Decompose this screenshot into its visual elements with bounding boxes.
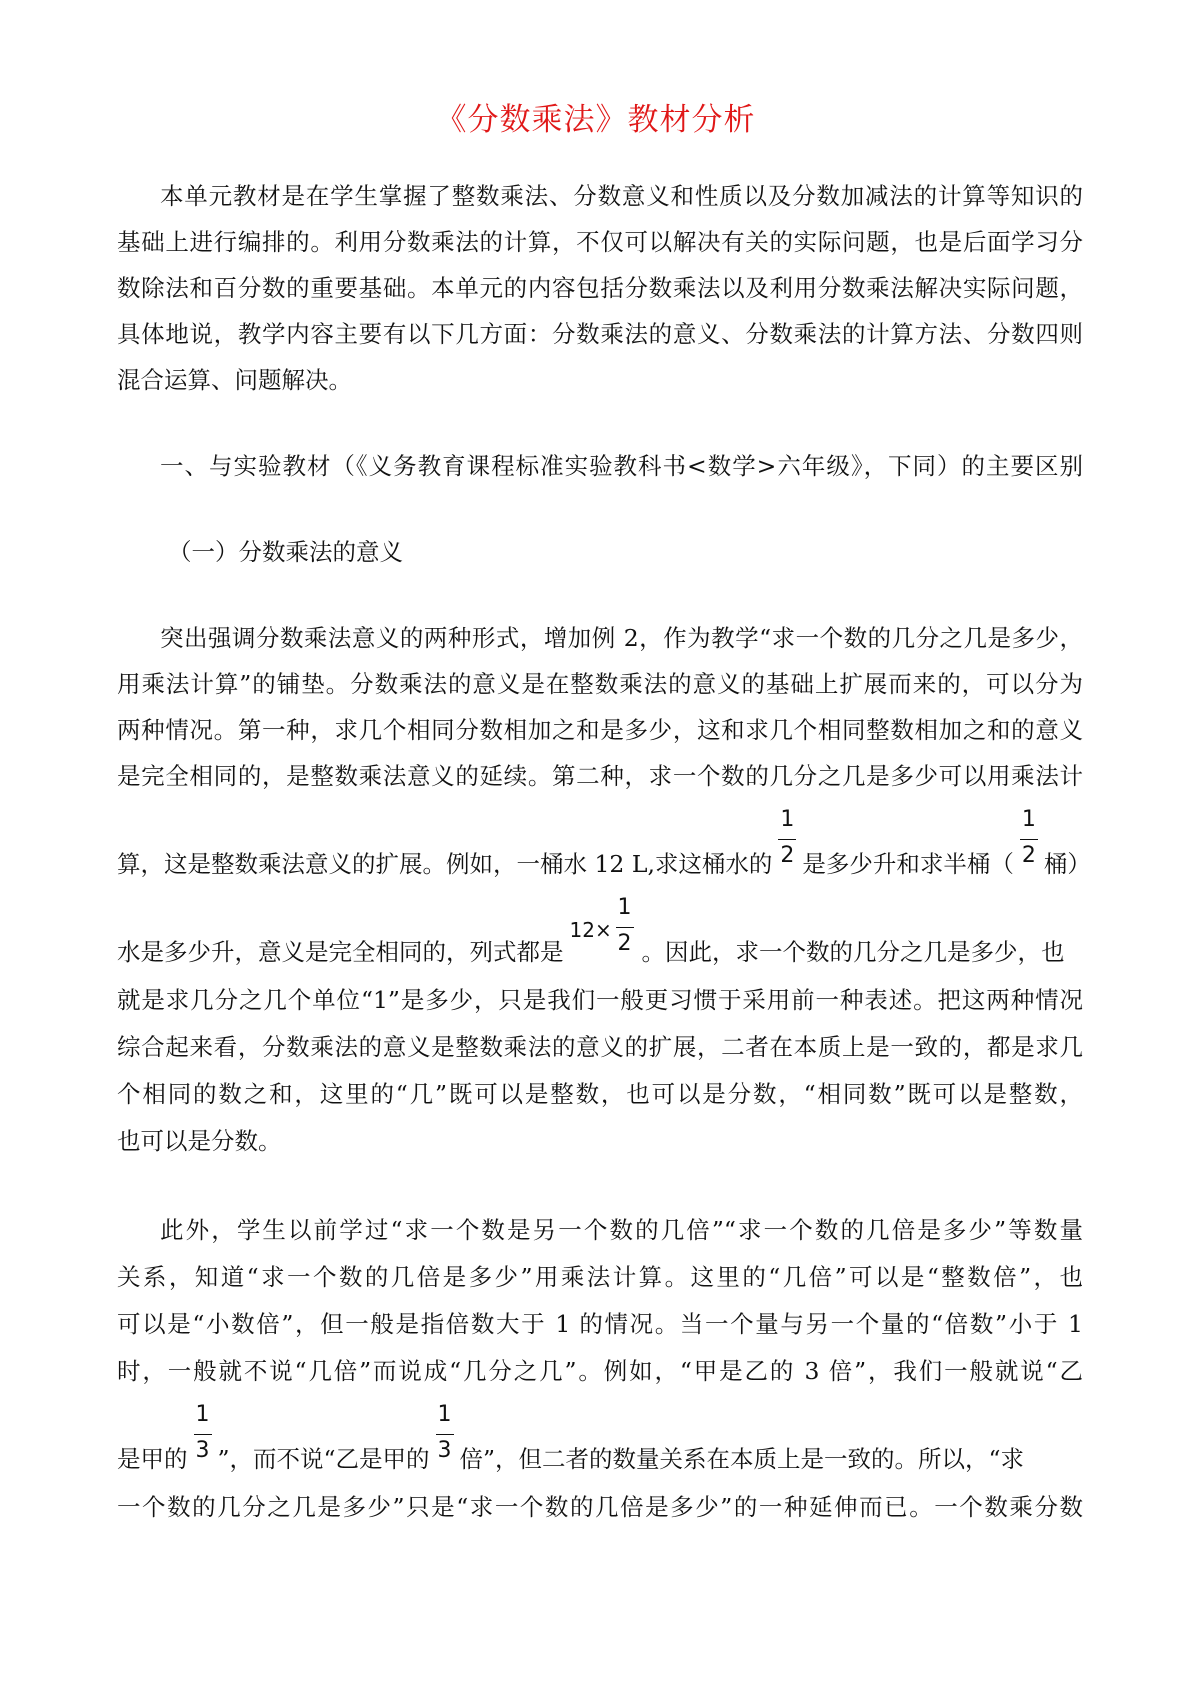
intro-line-4: 具体地说，教学内容主要有以下几方面：分数乘法的意义、分数乘法的计算方法、分数四则	[117, 320, 1083, 348]
fraction-numerator: 1	[195, 1402, 210, 1427]
para2-line-2: 用乘法计算”的铺垫。分数乘法的意义是在整数乘法的意义的基础上扩展而来的，可以分为	[117, 670, 1083, 698]
para3-line-6: 一个数的几分之几是多少”只是“求一个数的几倍是多少”的一种延伸而已。一个数乘分数	[117, 1493, 1083, 1521]
para2-line-10: 也可以是分数。	[117, 1127, 282, 1155]
intro-line-1: 本单元教材是在学生掌握了整数乘法、分数意义和性质以及分数加减法的计算等知识的	[160, 182, 1083, 210]
para2-line-4: 是完全相同的，是整数乘法意义的延续。第二种，求一个数的几分之几是多少可以用乘法计	[117, 762, 1083, 790]
fraction-denominator: 3	[195, 1438, 210, 1463]
para2-line-5-text-c: 桶）	[1043, 850, 1091, 878]
fraction-numerator: 1	[437, 1402, 452, 1427]
para2-line-7: 就是求几分之几个单位“1”是多少，只是我们一般更习惯于采用前一种表述。把这两种情况	[117, 986, 1083, 1014]
fraction-bar	[1020, 839, 1038, 840]
para3-line-5-text-a: 是甲的	[117, 1445, 188, 1473]
para3-line-4: 时，一般就不说“几倍”而说成“几分之几”。例如，“甲是乙的 3 倍”，我们一般就说“乙	[117, 1357, 1083, 1385]
para3-line-5-text-b: ”，而不说“乙是甲的	[217, 1445, 430, 1473]
para2-line-6	[117, 895, 1083, 969]
fraction-denominator: 2	[1021, 843, 1036, 868]
para2-line-3: 两种情况。第一种，求几个相同分数相加之和是多少，这和求几个相同整数相加之和的意义	[117, 716, 1083, 744]
fraction-bar	[194, 1434, 212, 1435]
fraction-numerator: 1	[780, 807, 795, 832]
fraction-bar	[436, 1434, 454, 1435]
fraction-denominator: 3	[437, 1438, 452, 1463]
fraction-numerator: 1	[617, 895, 632, 920]
document-title: 《分数乘法》教材分析	[435, 102, 756, 138]
para3-line-2: 关系，知道“求一个数的几倍是多少”用乘法计算。这里的“几倍”可以是“整数倍”，也	[117, 1263, 1083, 1291]
fraction-numerator: 1	[1021, 807, 1036, 832]
para2-line-8: 综合起来看，分数乘法的意义是整数乘法的意义的扩展，二者在本质上是一致的，都是求几	[117, 1033, 1083, 1061]
fraction-one-half	[1018, 807, 1040, 881]
para2-line-6-text-b: 。因此，求一个数的几分之几是多少，也	[641, 938, 1065, 966]
fraction-one-half	[776, 807, 798, 881]
para2-line-9: 个相同的数之和，这里的“几”既可以是整数，也可以是分数，“相同数”既可以是整数，	[117, 1080, 1083, 1108]
fraction-one-third	[434, 1402, 456, 1476]
fraction-one-third	[192, 1402, 214, 1476]
intro-line-2: 基础上进行编排的。利用分数乘法的计算，不仅可以解决有关的实际问题，也是后面学习分	[117, 228, 1083, 256]
fraction-bar	[616, 927, 634, 928]
math-expression	[569, 895, 640, 969]
fraction-one-half	[614, 895, 636, 969]
fraction-bar	[778, 839, 796, 840]
para3-line-1: 此外，学生以前学过“求一个数是另一个数的几倍”“求一个数的几倍是多少”等数量	[160, 1216, 1083, 1244]
intro-line-3: 数除法和百分数的重要基础。本单元的内容包括分数乘法以及利用分数乘法解决实际问题，	[117, 274, 1083, 302]
section-heading: 一、与实验教材（《义务教育课程标准实验教科书<数学>六年级》，下同）的主要区别	[160, 452, 1083, 480]
para3-line-3: 可以是“小数倍”，但一般是指倍数大于 1 的情况。当一个量与另一个量的“倍数”小于 1	[117, 1310, 1083, 1338]
para2-line-5-text-a: 算，这是整数乘法意义的扩展。例如，一桶水 12 L,求这桶水的	[117, 850, 773, 878]
para2-line-5	[117, 807, 1091, 881]
para2-line-5-text-b: 是多少升和求半桶（	[802, 850, 1014, 878]
para3-line-5	[117, 1402, 1083, 1476]
fraction-denominator: 2	[617, 931, 632, 956]
intro-line-5: 混合运算、问题解决。	[117, 366, 352, 394]
para2-line-1: 突出强调分数乘法意义的两种形式，增加例 2，作为教学“求一个数的几分之几是多少，	[160, 624, 1083, 652]
expression-whole-part: 12×	[569, 918, 612, 942]
para3-line-5-text-c: 倍”，但二者的数量关系在本质上是一致的。所以，“求	[459, 1445, 1025, 1473]
fraction-denominator: 2	[780, 843, 795, 868]
para2-line-6-text-a: 水是多少升，意义是完全相同的，列式都是	[117, 938, 564, 966]
subsection-heading: （一）分数乘法的意义	[168, 538, 403, 566]
